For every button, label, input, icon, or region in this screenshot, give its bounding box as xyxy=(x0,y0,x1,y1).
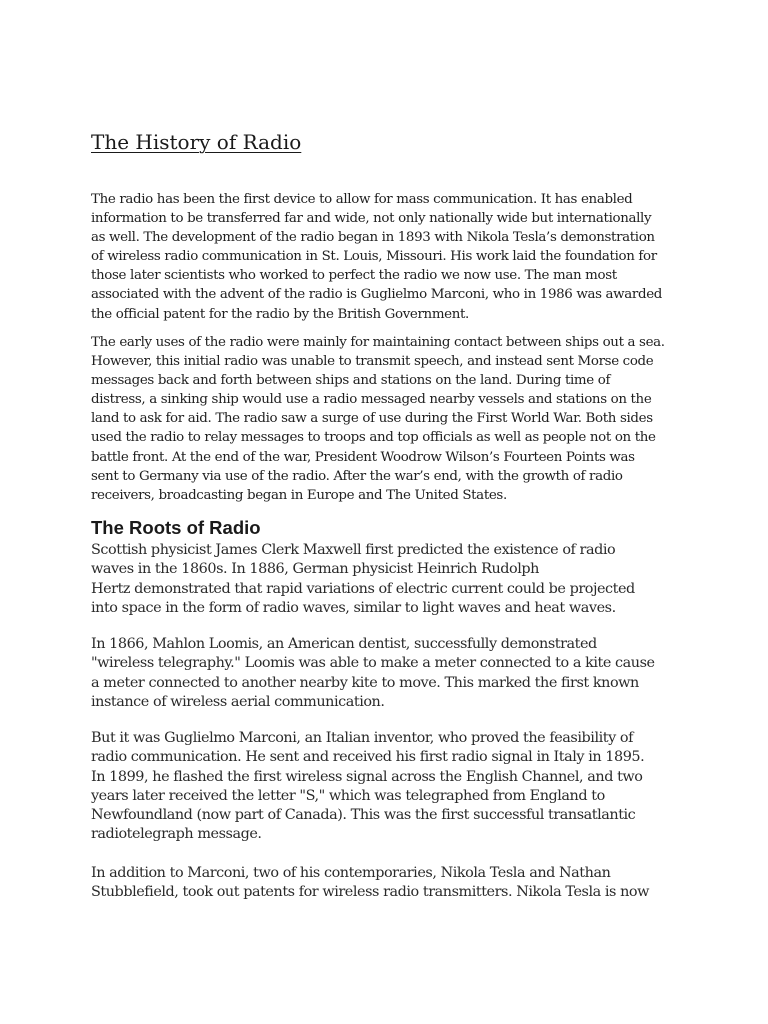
section-paragraph-1 xyxy=(91,541,635,618)
text-line: In addition to Marconi, two of his contemporaries, Nikola Tesla and Nathan xyxy=(91,865,611,881)
text-line: In 1866, Mahlon Loomis, an American dentist, successfully demonstrated xyxy=(91,636,597,652)
text-line: "wireless telegraphy." Loomis was able to make a meter connected to a kite cause xyxy=(91,655,655,672)
text-line: Scottish physicist James Clerk Maxwell first predicted the existence of radio xyxy=(91,542,616,558)
text-line: However, this initial radio was unable to transmit speech, and instead sent Morse code xyxy=(91,354,654,370)
text-line: into space in the form of radio waves, similar to light waves and heat waves. xyxy=(91,599,616,616)
text-line: receivers, broadcasting began in Europe and The United States. xyxy=(91,487,507,503)
intro-paragraph-2 xyxy=(91,333,665,505)
text-line: battle front. At the end of the war, President Woodrow Wilson’s Fourteen Points was xyxy=(91,449,635,465)
text-line: information to be transferred far and wide, not only nationally wide but internationally xyxy=(91,211,652,227)
text-line: In 1899, he flashed the first wireless signal across the English Channel, and two xyxy=(91,768,643,785)
intro-paragraph-1 xyxy=(91,190,662,324)
text-line: those later scientists who worked to perfect the radio we now use. The man most xyxy=(91,268,617,284)
text-line: Newfoundland (now part of Canada). This was the first successful transatlantic xyxy=(91,807,636,824)
text-line: Stubblefield, took out patents for wireless radio transmitters. Nikola Tesla is now xyxy=(91,884,649,901)
document-title: The History of Radio xyxy=(91,130,302,154)
text-line: distress, a sinking ship would use a radio messaged nearby vessels and stations on the xyxy=(91,392,652,408)
text-line: But it was Guglielmo Marconi, an Italian inventor, who proved the feasibility of xyxy=(91,730,633,746)
section-heading: The Roots of Radio xyxy=(91,517,261,538)
text-line: years later received the letter "S," which was telegraphed from England to xyxy=(91,787,605,804)
text-line: radiotelegraph message. xyxy=(91,826,262,843)
text-line: The radio has been the first device to allow for mass communication. It has enabled xyxy=(91,192,633,207)
text-line: associated with the advent of the radio is Guglielmo Marconi, who in 1986 was awarded xyxy=(91,287,662,303)
section-paragraph-2 xyxy=(91,635,655,712)
text-line: used the radio to relay messages to troops and top officials as well as people not on the xyxy=(91,430,656,446)
section-paragraph-3 xyxy=(91,729,644,845)
text-line: waves in the 1860s. In 1886, German physicist Heinrich Rudolph xyxy=(91,561,539,578)
text-line: of wireless radio communication in St. Louis, Missouri. His work laid the foundation for xyxy=(91,249,657,265)
text-line: messages back and forth between ships and stations on the land. During time of xyxy=(91,373,611,389)
text-line: the official patent for the radio by the British Government. xyxy=(91,306,469,322)
text-line: land to ask for aid. The radio saw a surge of use during the First World War. Both sides xyxy=(91,411,653,427)
section-paragraph-4 xyxy=(91,864,649,903)
text-line: instance of wireless aerial communication. xyxy=(91,693,385,710)
text-line: as well. The development of the radio began in 1893 with Nikola Tesla’s demonstration xyxy=(91,230,655,246)
text-line: radio communication. He sent and received his first radio signal in Italy in 1895. xyxy=(91,749,645,766)
text-line: The early uses of the radio were mainly for maintaining contact between ships out a sea. xyxy=(91,335,665,350)
text-line: a meter connected to another nearby kite to move. This marked the first known xyxy=(91,674,639,691)
text-line: sent to Germany via use of the radio. After the war’s end, with the growth of radio xyxy=(91,468,623,484)
text-line: Hertz demonstrated that rapid variations of electric current could be projected xyxy=(91,580,635,597)
